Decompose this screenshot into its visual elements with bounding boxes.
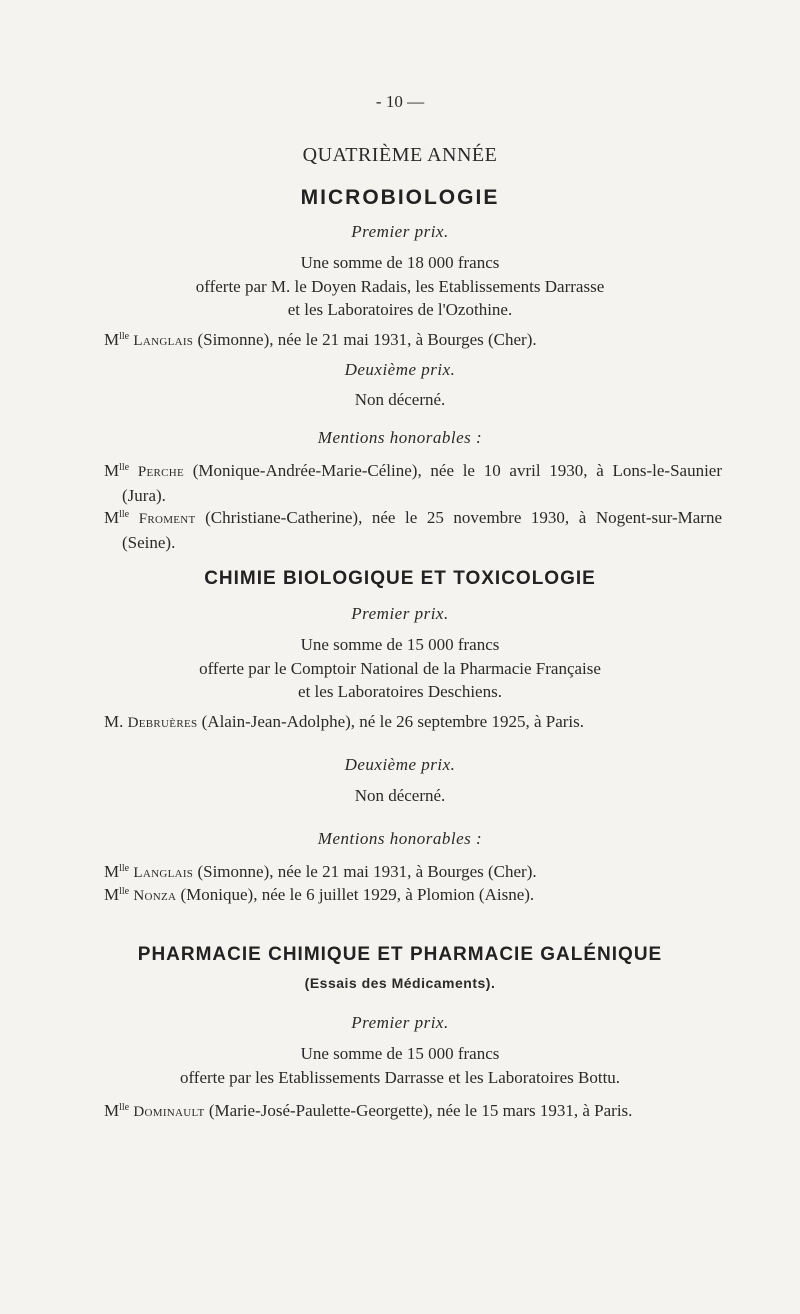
mention-details: (Monique-Andrée-Marie-Céline), née le 10 avril 1930, à Lons-le-Saunier (Jura). (122, 461, 723, 505)
prize-description-line: Une somme de 15 000 francs (300, 1044, 500, 1063)
honorific: M (104, 1101, 120, 1120)
section-title-chimie-biologique: CHIMIE BIOLOGIQUE ET TOXICOLOGIE (204, 568, 596, 589)
first-prize-label: Premier prix. (351, 604, 449, 623)
honorific: M (104, 330, 120, 349)
mentions-label: Mentions honorables : (317, 428, 483, 447)
prize-description-line: et les Laboratoires de l'Ozothine. (287, 300, 513, 319)
mention-surname: Froment (138, 511, 196, 527)
mention-details: (Christiane-Catherine), née le 25 novembre 1930, à Nogent-sur-Marne (Seine). (122, 508, 723, 552)
honorific: M (104, 461, 120, 480)
prize-winner (104, 328, 722, 353)
mention-details: (Monique), née le 6 juillet 1929, à Plomion (Aisne). (176, 885, 535, 904)
second-prize-status: Non décerné. (354, 390, 446, 409)
second-prize-status: Non décerné. (354, 786, 446, 805)
prize-winner (104, 710, 722, 735)
prize-description-line: et les Laboratoires Deschiens. (298, 682, 502, 701)
honorific: M (104, 885, 120, 904)
winner-surname: Langlais (133, 333, 194, 349)
honorific: M. (104, 712, 124, 731)
prize-description-line: offerte par M. le Doyen Radais, les Etablissements Darrasse (195, 277, 605, 296)
prize-winner (104, 1099, 722, 1124)
section-subtitle: (Essais des Médicaments). (304, 975, 496, 991)
mention-surname: Perche (137, 464, 185, 480)
honorific-sup: lle (119, 1102, 130, 1113)
first-prize-label: Premier prix. (351, 222, 449, 241)
second-prize-label: Deuxième prix. (344, 755, 456, 774)
prize-description-line: Une somme de 15 000 francs (300, 635, 500, 654)
honorific-sup: lle (119, 462, 130, 473)
second-prize-label: Deuxième prix. (344, 360, 456, 379)
mention-entry (104, 883, 722, 908)
mention-entry (104, 506, 722, 555)
year-heading: QUATRIÈME ANNÉE (302, 144, 498, 166)
winner-details: (Marie-José-Paulette-Georgette), née le 15 mars 1931, à Paris. (204, 1101, 633, 1120)
section-title-microbiologie: MICROBIOLOGIE (300, 186, 500, 209)
mentions-label: Mentions honorables : (317, 829, 483, 848)
winner-details: (Alain-Jean-Adolphe), né le 26 septembre 1925, à Paris. (197, 712, 585, 731)
page-number: - 10 — (375, 92, 425, 111)
honorific: M (104, 862, 120, 881)
mention-entry (104, 459, 722, 508)
honorific-sup: lle (119, 886, 130, 897)
honorific-sup: lle (119, 509, 130, 520)
mention-surname: Langlais (133, 865, 194, 881)
honorific-sup: lle (119, 863, 130, 874)
honorific-sup: lle (119, 331, 130, 342)
section-title-pharmacie: PHARMACIE CHIMIQUE ET PHARMACIE GALÉNIQUE (137, 944, 663, 965)
prize-description-line: Une somme de 18 000 francs (300, 253, 500, 272)
winner-surname: Dominault (133, 1104, 205, 1120)
prize-description-line: offerte par le Comptoir National de la Pharmacie Française (199, 659, 601, 678)
mention-entry (104, 860, 722, 885)
mention-surname: Nonza (133, 888, 177, 904)
winner-details: (Simonne), née le 21 mai 1931, à Bourges (Cher). (193, 330, 537, 349)
mention-details: (Simonne), née le 21 mai 1931, à Bourges (Cher). (193, 862, 537, 881)
winner-surname: Debruères (127, 715, 198, 731)
honorific: M (104, 508, 120, 527)
first-prize-label: Premier prix. (351, 1013, 449, 1032)
prize-description-line: offerte par les Etablissements Darrasse et les Laboratoires Bottu. (179, 1068, 621, 1087)
